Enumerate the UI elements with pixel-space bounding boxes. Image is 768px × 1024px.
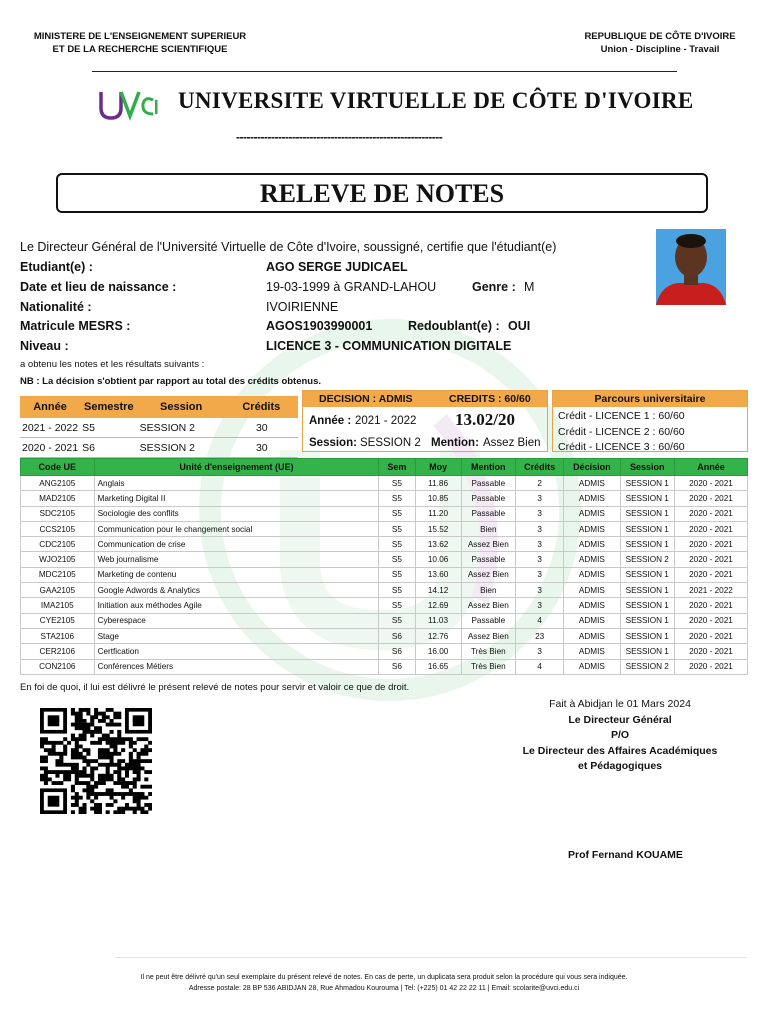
birth-value: 19-03-1999 à GRAND-LAHOU <box>266 280 437 294</box>
ministry-line1: MINISTERE DE L'ENSEIGNEMENT SUPERIEUR <box>33 31 247 42</box>
republic-line1: REPUBLIQUE DE CÔTE D'IVOIRE <box>584 31 736 42</box>
cell-session: SESSION 1 <box>620 613 674 628</box>
cell-ue-name: Web journalisme <box>94 552 379 567</box>
cell-decision: ADMIS <box>564 537 620 552</box>
birth-label: Date et lieu de naissance : <box>20 280 177 294</box>
matricule-label: Matricule MESRS : <box>20 319 131 333</box>
year-value: 2021 - 2022 <box>355 415 417 427</box>
col-session: Session <box>138 396 225 418</box>
signatory-name: Prof Fernand KOUAME <box>568 849 683 861</box>
repeat-value: OUI <box>508 319 531 333</box>
document-title: RELEVE DE NOTES <box>56 173 708 213</box>
cell-code-ue: WJO2105 <box>21 552 95 567</box>
cell-credits: 23 <box>515 628 563 643</box>
cell-session: SESSION 1 <box>620 567 674 582</box>
cell-semester: S5 <box>379 583 415 598</box>
cell-year: 2020 - 2021 <box>674 659 747 674</box>
col-session: Session <box>620 459 674 476</box>
level-value: LICENCE 3 - COMMUNICATION DIGITALE <box>266 339 512 353</box>
table-row <box>21 537 748 552</box>
republic-header <box>560 30 760 56</box>
parcours-item-l1: Crédit - LICENCE 1 : 60/60 <box>558 410 685 422</box>
gender-value: M <box>524 280 535 294</box>
cell-session: SESSION 1 <box>620 598 674 613</box>
cell-average: 12.76 <box>415 628 461 643</box>
cell-average: 16.65 <box>415 659 461 674</box>
cell-ue-name: Marketing de contenu <box>94 567 379 582</box>
cell-mention: Assez Bien <box>461 537 515 552</box>
session-cell: S6 <box>80 438 138 458</box>
cell-year: 2020 - 2021 <box>674 537 747 552</box>
cell-code-ue: ANG2105 <box>21 476 95 491</box>
cell-code-ue: MAD2105 <box>21 491 95 506</box>
gender-label: Genre : <box>472 280 516 294</box>
grades-table <box>20 458 748 675</box>
cell-average: 15.52 <box>415 521 461 536</box>
cell-code-ue: GAA2105 <box>21 583 95 598</box>
cell-ue-name: Anglais <box>94 476 379 491</box>
certify-text: Le Directeur Général de l'Université Virtuelle de Côte d'Ivoire, soussigné, certifie que l'étudiant(e) <box>20 240 557 254</box>
cell-mention: Assez Bien <box>461 567 515 582</box>
cell-code-ue: CCS2105 <box>21 521 95 536</box>
cell-semester: S6 <box>379 644 415 659</box>
cell-semester: S5 <box>379 552 415 567</box>
cell-decision: ADMIS <box>564 476 620 491</box>
cell-credits: 3 <box>515 537 563 552</box>
col-annee: Année <box>674 459 747 476</box>
cell-decision: ADMIS <box>564 552 620 567</box>
cell-ue-name: Cyberespace <box>94 613 379 628</box>
col-semestre: Semestre <box>80 396 138 418</box>
cell-session: SESSION 1 <box>620 476 674 491</box>
col-ue: Unité d'enseignement (UE) <box>94 459 379 476</box>
cell-mention: Très Bien <box>461 659 515 674</box>
cell-code-ue: CON2106 <box>21 659 95 674</box>
table-row <box>21 598 748 613</box>
cell-semester: S5 <box>379 567 415 582</box>
cell-year: 2020 - 2021 <box>674 598 747 613</box>
parcours-item-l3: Crédit - LICENCE 3 : 60/60 <box>558 441 685 453</box>
cell-mention: Passable <box>461 613 515 628</box>
col-credits: Crédits <box>515 459 563 476</box>
cell-ue-name: Conférences Métiers <box>94 659 379 674</box>
table-row <box>21 506 748 521</box>
parcours-title: Parcours universitaire <box>553 391 747 407</box>
table-row <box>21 659 748 674</box>
level-label: Niveau : <box>20 339 69 353</box>
cell-session: SESSION 1 <box>620 521 674 536</box>
cell-average: 13.60 <box>415 567 461 582</box>
cell-credits: 3 <box>515 598 563 613</box>
signer-role-3: et Pédagogiques <box>577 760 662 772</box>
signer-po: P/O <box>610 729 630 741</box>
cell-code-ue: CER2106 <box>21 644 95 659</box>
university-name: UNIVERSITE VIRTUELLE DE CÔTE D'IVOIRE <box>178 88 694 113</box>
ministry-line2: ET DE LA RECHERCHE SCIENTIFIQUE <box>52 44 228 55</box>
session-label: Session: <box>309 437 357 449</box>
cell-year: 2020 - 2021 <box>674 521 747 536</box>
cell-average: 13.62 <box>415 537 461 552</box>
cell-average: 11.20 <box>415 506 461 521</box>
table-row <box>21 567 748 582</box>
table-row <box>21 583 748 598</box>
nb-note: NB : La décision s'obtient par rapport au total des crédits obtenus. <box>20 376 322 387</box>
cell-mention: Assez Bien <box>461 598 515 613</box>
session-cell: SESSION 2 <box>138 438 225 458</box>
cell-mention: Assez Bien <box>461 628 515 643</box>
mention-value: Assez Bien <box>483 437 541 449</box>
session-cell: 2020 - 2021 <box>20 438 80 458</box>
signer-role-2: Le Directeur des Affaires Académiques <box>522 744 718 757</box>
title-separator: ----------------------------------------------------------- <box>236 130 443 144</box>
session-cell: 30 <box>225 418 298 438</box>
cell-ue-name: Communication de crise <box>94 537 379 552</box>
table-row <box>21 613 748 628</box>
cell-credits: 2 <box>515 476 563 491</box>
cell-average: 10.06 <box>415 552 461 567</box>
table-row <box>21 644 748 659</box>
cell-credits: 3 <box>515 567 563 582</box>
cell-average: 11.03 <box>415 613 461 628</box>
cell-year: 2020 - 2021 <box>674 644 747 659</box>
cell-average: 11.86 <box>415 476 461 491</box>
cell-average: 14.12 <box>415 583 461 598</box>
col-annee: Année <box>20 396 80 418</box>
cell-credits: 3 <box>515 644 563 659</box>
cell-semester: S6 <box>379 659 415 674</box>
obtained-text: a obtenu les notes et les résultats suivants : <box>20 359 205 370</box>
cell-code-ue: STA2106 <box>21 628 95 643</box>
student-name: AGO SERGE JUDICAEL <box>266 260 408 274</box>
footer-line-2: Adresse postale: 28 BP 536 ABIDJAN 28, Rue Ahmadou Kourouma | Tel: (+225) 01 42 22 22 11 | Email: scolarite@uvci.edu.ci <box>188 985 580 992</box>
table-row <box>21 552 748 567</box>
cell-mention: Bien <box>461 521 515 536</box>
cell-mention: Bien <box>461 583 515 598</box>
cell-mention: Très Bien <box>461 644 515 659</box>
signer-role-1: Le Directeur Général <box>568 713 672 726</box>
footer-divider <box>115 957 747 958</box>
cell-credits: 3 <box>515 583 563 598</box>
decision-header <box>303 391 547 407</box>
cell-decision: ADMIS <box>564 491 620 506</box>
decision-label: DECISION : ADMIS <box>319 393 413 405</box>
col-code-ue: Code UE <box>21 459 95 476</box>
cell-decision: ADMIS <box>564 598 620 613</box>
cell-ue-name: Google Adwords & Analytics <box>94 583 379 598</box>
year-label: Année : <box>309 415 352 427</box>
place-date: Fait à Abidjan le 01 Mars 2024 <box>549 698 691 710</box>
cell-average: 12.69 <box>415 598 461 613</box>
uvci-logo-icon <box>97 86 159 122</box>
cell-year: 2020 - 2021 <box>674 613 747 628</box>
cell-ue-name: Certfication <box>94 644 379 659</box>
cell-session: SESSION 1 <box>620 583 674 598</box>
table-row <box>21 476 748 491</box>
cell-year: 2020 - 2021 <box>674 506 747 521</box>
cell-semester: S5 <box>379 521 415 536</box>
cell-session: SESSION 1 <box>620 644 674 659</box>
header-divider <box>92 71 677 72</box>
session-cell: 30 <box>225 438 298 458</box>
cell-ue-name: Communication pour le changement social <box>94 521 379 536</box>
republic-motto: Union - Discipline - Travail <box>600 44 720 55</box>
footer-line-1: Il ne peut être délivré qu'un seul exemplaire du présent relevé de notes. En cas de perte, un duplicata sera produit selon la procédure qui vous sera indiquée. <box>140 974 628 981</box>
cell-ue-name: Marketing Digital II <box>94 491 379 506</box>
nationality-value: IVOIRIENNE <box>266 300 339 314</box>
cell-year: 2020 - 2021 <box>674 552 747 567</box>
cell-code-ue: CDC2105 <box>21 537 95 552</box>
table-row <box>21 491 748 506</box>
cell-mention: Passable <box>461 552 515 567</box>
cell-decision: ADMIS <box>564 506 620 521</box>
cell-semester: S6 <box>379 628 415 643</box>
cell-decision: ADMIS <box>564 659 620 674</box>
session-cell: SESSION 2 <box>138 418 225 438</box>
cell-code-ue: IMA2105 <box>21 598 95 613</box>
cell-decision: ADMIS <box>564 567 620 582</box>
col-credits: Crédits <box>225 396 298 418</box>
cell-year: 2020 - 2021 <box>674 476 747 491</box>
cell-semester: S5 <box>379 506 415 521</box>
cell-credits: 3 <box>515 521 563 536</box>
name-label: Etudiant(e) : <box>20 260 93 274</box>
cell-ue-name: Stage <box>94 628 379 643</box>
sessions-table <box>20 396 298 458</box>
cell-code-ue: SDC2105 <box>21 506 95 521</box>
cell-ue-name: Sociologie des conflits <box>94 506 379 521</box>
cell-credits: 3 <box>515 552 563 567</box>
cell-mention: Passable <box>461 491 515 506</box>
cell-session: SESSION 2 <box>620 659 674 674</box>
cell-ue-name: Initiation aux méthodes Agile <box>94 598 379 613</box>
cell-semester: S5 <box>379 491 415 506</box>
repeat-label: Redoublant(e) : <box>408 319 500 333</box>
col-decision: Décision <box>564 459 620 476</box>
footer <box>20 972 748 994</box>
col-moy: Moy <box>415 459 461 476</box>
session-cell: S5 <box>80 418 138 438</box>
parcours-box <box>552 390 748 452</box>
credits-label: CREDITS : 60/60 <box>449 393 531 405</box>
qr-code <box>40 708 152 814</box>
cell-year: 2020 - 2021 <box>674 567 747 582</box>
cell-semester: S5 <box>379 598 415 613</box>
cell-code-ue: MDC2105 <box>21 567 95 582</box>
cell-credits: 3 <box>515 506 563 521</box>
student-photo <box>656 229 726 305</box>
cell-code-ue: CYE2105 <box>21 613 95 628</box>
table-row <box>21 628 748 643</box>
cell-semester: S5 <box>379 537 415 552</box>
cell-credits: 3 <box>515 491 563 506</box>
signature-block <box>500 697 740 775</box>
cell-year: 2020 - 2021 <box>674 491 747 506</box>
cell-mention: Passable <box>461 506 515 521</box>
session-row <box>20 418 298 438</box>
cell-decision: ADMIS <box>564 583 620 598</box>
cell-decision: ADMIS <box>564 628 620 643</box>
parcours-item-l2: Crédit - LICENCE 2 : 60/60 <box>558 426 685 438</box>
cell-year: 2020 - 2021 <box>674 628 747 643</box>
cell-session: SESSION 1 <box>620 506 674 521</box>
cell-session: SESSION 1 <box>620 491 674 506</box>
cell-average: 16.00 <box>415 644 461 659</box>
cell-decision: ADMIS <box>564 644 620 659</box>
cell-credits: 4 <box>515 613 563 628</box>
session-row <box>20 438 298 458</box>
mention-label: Mention: <box>431 437 479 449</box>
session-value: SESSION 2 <box>360 437 421 449</box>
decision-box <box>302 390 548 452</box>
ministry-header <box>20 30 260 56</box>
cell-session: SESSION 2 <box>620 552 674 567</box>
cell-decision: ADMIS <box>564 613 620 628</box>
matricule-value: AGOS1903990001 <box>266 319 373 333</box>
average-value: 13.02/20 <box>455 410 515 429</box>
cell-semester: S5 <box>379 476 415 491</box>
cell-average: 10.85 <box>415 491 461 506</box>
nationality-label: Nationalité : <box>20 300 92 314</box>
col-sem: Sem <box>379 459 415 476</box>
cell-session: SESSION 1 <box>620 628 674 643</box>
cell-session: SESSION 1 <box>620 537 674 552</box>
cell-credits: 4 <box>515 659 563 674</box>
cell-semester: S5 <box>379 613 415 628</box>
closing-statement: En foi de quoi, il lui est délivré le présent relevé de notes pour servir et valoir ce que de droit. <box>20 682 410 693</box>
cell-mention: Passable <box>461 476 515 491</box>
cell-year: 2021 - 2022 <box>674 583 747 598</box>
col-mention: Mention <box>461 459 515 476</box>
table-row <box>21 521 748 536</box>
cell-decision: ADMIS <box>564 521 620 536</box>
session-cell: 2021 - 2022 <box>20 418 80 438</box>
